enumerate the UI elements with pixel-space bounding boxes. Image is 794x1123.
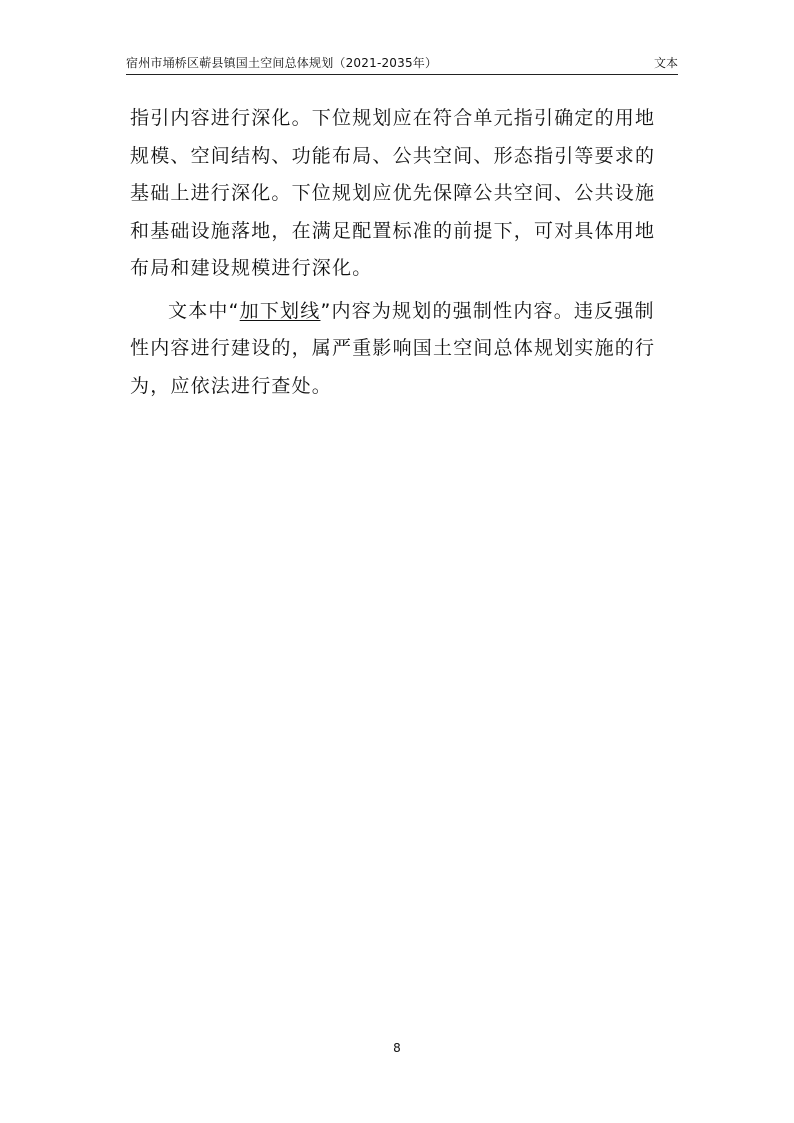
document-title: 宿州市埇桥区蕲县镇国土空间总体规划（2021-2035年） (126, 56, 438, 70)
paragraph-1: 指引内容进行深化。下位规划应在符合单元指引确定的用地规模、空间结构、功能布局、公共空间、形态指引等要求的基础上进行深化。下位规划应优先保障公共空间、公共设施和基础设施落地，在满足配置标准的前提下，可对具体用地布局和建设规模进行深化。 (130, 107, 656, 279)
section-label: 文本 (653, 56, 678, 70)
page-header (126, 52, 678, 75)
document-body (130, 100, 670, 405)
paragraph-2 (130, 293, 670, 406)
paragraph-2-after: ”内容为规划的强制性内容。违反强制性内容进行建设的，属严重影响国土空间总体规划实施的行为，应依法进行查处。 (130, 299, 656, 397)
page-number: 8 (393, 1041, 401, 1055)
underlined-term: 加下划线 (239, 299, 321, 322)
paragraph-2-before: 文本中“ (168, 299, 240, 322)
